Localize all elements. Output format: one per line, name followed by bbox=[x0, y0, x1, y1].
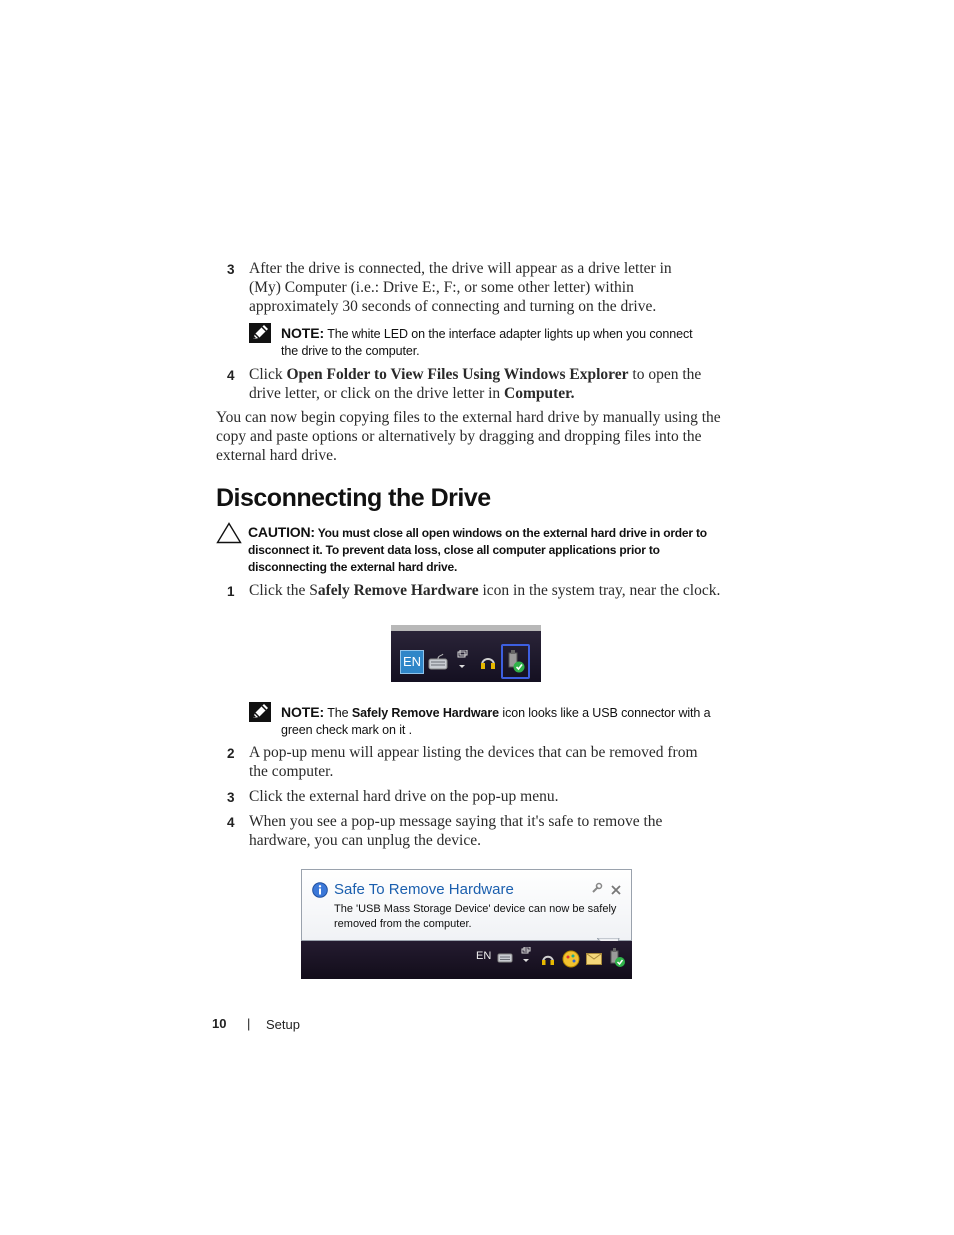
language-indicator[interactable]: EN bbox=[476, 950, 492, 962]
messenger-icon[interactable] bbox=[562, 950, 580, 973]
notification-message: The 'USB Mass Storage Device' device can now be safely removed from the computer. bbox=[334, 903, 617, 930]
note-pencil-icon bbox=[249, 702, 271, 722]
mail-icon[interactable] bbox=[586, 952, 602, 970]
note-body: The white LED on the interface adapter lights up when you connect the drive to the computer. bbox=[281, 327, 693, 358]
page-number: 10 bbox=[212, 1016, 227, 1031]
caution-body: You must close all open windows on the external hard drive in order to disconnect it. To prevent data loss, close all computer applications prior to disconnecting the external hard drive. bbox=[248, 526, 707, 574]
note-text bbox=[281, 704, 721, 739]
footer-section: Setup bbox=[266, 1017, 300, 1032]
step-number: 1 bbox=[227, 584, 235, 599]
caution-label: CAUTION: bbox=[248, 524, 315, 540]
note-body-post: icon looks like a USB connector with a green check mark on it . bbox=[281, 706, 711, 737]
step-ui-label: Open Folder to View Files Using Windows Explorer bbox=[286, 366, 629, 383]
step-ui-label: afely Remove Hardware bbox=[317, 582, 479, 599]
system-tray-screenshot bbox=[391, 625, 541, 682]
keyboard-icon[interactable] bbox=[497, 949, 513, 968]
note-ui-label: Safely Remove Hardware bbox=[351, 706, 500, 720]
step-number: 4 bbox=[227, 815, 235, 830]
step-number: 4 bbox=[227, 368, 235, 383]
show-hidden-icons-icon[interactable] bbox=[521, 947, 531, 972]
note-label: NOTE: bbox=[281, 704, 325, 720]
caution-triangle-icon bbox=[216, 522, 242, 544]
step-text: Click the external hard drive on the pop-up menu. bbox=[249, 788, 559, 805]
step-text: When you see a pop-up message saying that it's safe to remove the hardware, you can unplug the device. bbox=[249, 813, 663, 849]
options-icon[interactable] bbox=[591, 881, 603, 899]
safely-remove-hardware-icon[interactable] bbox=[608, 947, 628, 974]
step-text-post: icon in the system tray, near the clock. bbox=[478, 582, 721, 599]
step-text: After the drive is connected, the drive will appear as a drive letter in (My) Computer (i.e.: Drive E:, F:, or some other letter) within approximately 30 seconds of connecting and turning on the drive. bbox=[249, 260, 672, 315]
taskbar bbox=[301, 941, 632, 979]
step-text bbox=[249, 365, 704, 403]
headphones-icon[interactable] bbox=[479, 653, 497, 676]
step-number: 3 bbox=[227, 790, 235, 805]
step-number: 2 bbox=[227, 746, 235, 761]
step-number: 3 bbox=[227, 262, 235, 277]
step-text: A pop-up menu will appear listing the devices that can be removed from the computer. bbox=[249, 744, 698, 780]
step-text-pre: Click bbox=[249, 366, 287, 383]
body-paragraph: You can now begin copying files to the external hard drive by manually using the copy and paste options or alternatively by dragging and dropping files into the external hard drive. bbox=[216, 409, 721, 464]
caution-text bbox=[248, 524, 718, 576]
keyboard-icon[interactable] bbox=[428, 653, 448, 676]
safely-remove-hardware-icon[interactable] bbox=[501, 644, 530, 679]
safe-to-remove-screenshot bbox=[301, 869, 632, 979]
notification-balloon bbox=[301, 869, 632, 941]
step-text-mid: to open the drive letter, or click on the drive letter in bbox=[249, 366, 702, 402]
section-heading: Disconnecting the Drive bbox=[216, 484, 491, 512]
step-text-pre: Click the S bbox=[249, 582, 318, 599]
step-ui-label: Computer. bbox=[504, 385, 575, 402]
notification-title: Safe To Remove Hardware bbox=[334, 881, 514, 898]
note-text bbox=[281, 325, 711, 360]
close-icon[interactable] bbox=[611, 882, 621, 900]
note-label: NOTE: bbox=[281, 325, 325, 341]
step-text bbox=[249, 581, 719, 600]
footer-separator: | bbox=[247, 1016, 251, 1031]
info-icon bbox=[312, 882, 328, 903]
note-body-pre: The bbox=[324, 706, 352, 720]
note-pencil-icon bbox=[249, 323, 271, 343]
language-indicator[interactable]: EN bbox=[400, 650, 424, 674]
headphones-icon[interactable] bbox=[540, 951, 556, 972]
show-hidden-icons-icon[interactable] bbox=[456, 650, 468, 679]
